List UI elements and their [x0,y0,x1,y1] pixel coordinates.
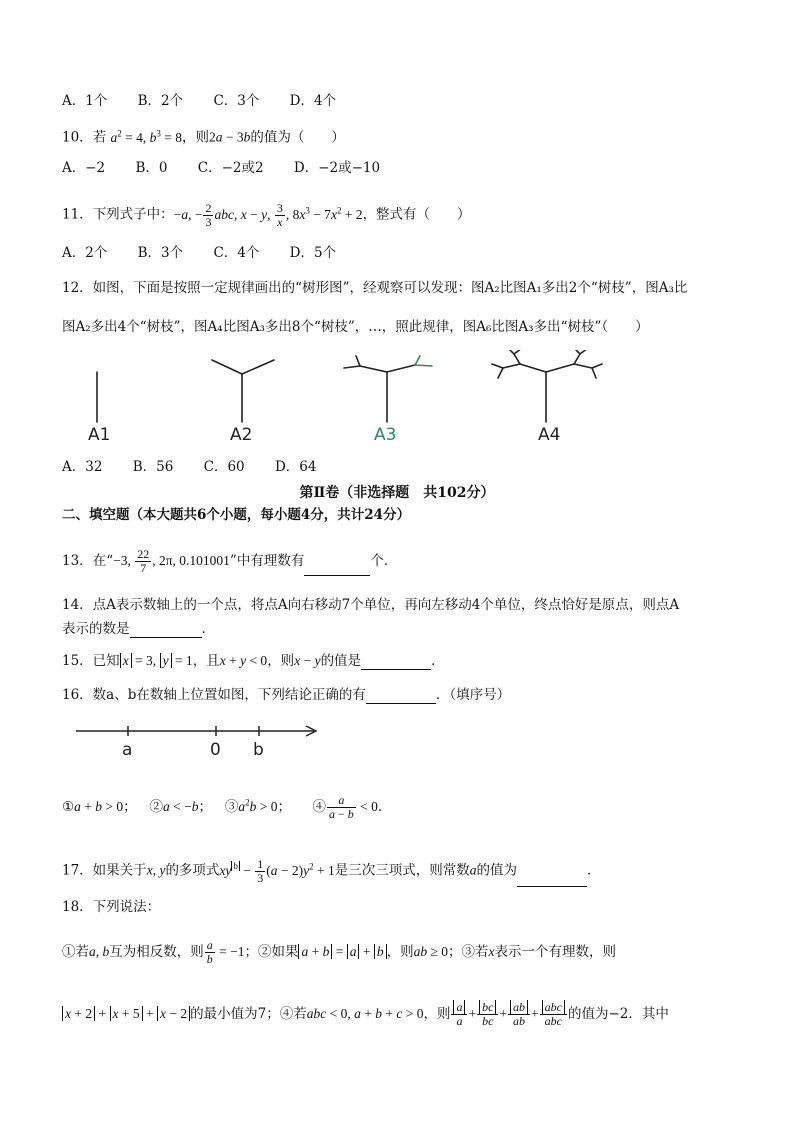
q12-option-d: D．64 [274,459,317,475]
q10-options [62,159,406,177]
q15-expression: x − y [294,653,321,668]
section-heading: 二、填空题（本大题共6个小题，每小题4分，共计24分） [62,507,411,523]
axis-label-zero: 0 [210,740,221,760]
q12-options [62,458,342,476]
q10-expression: 2a − 3b [208,129,251,145]
axis-label-a: a [122,740,133,760]
q14-line-2: 表示的数是 ． [62,621,215,637]
q12-option-b: B．56 [132,459,174,475]
q11-options [62,244,362,262]
q18-abs-sum: x + 2 + x + 5 + x − 2 [62,1006,190,1021]
tree-a3 [344,356,432,422]
q16-answer-blank[interactable] [366,689,436,704]
q11-option-b: B．3个 [137,245,184,261]
q18-line-2: x + 2 + x + 5 + x − 2 的最小值为7；④若abc < 0, a + b + c > 0，则 $\frac{a}{a}$ + $\frac{bc}{bc}$ + $\frac{ab}{ab}$ + $\frac{\text{abc}}{\text{abc}}$ 的值为−2．其中 [62,996,669,1032]
q18-line-1: ①若a, b互为相反数，则 $\frac{a}{b}$ = −1；②如果 a + b = a + b ，则ab ≥ 0；③若x表示一个有理数，则 [62,938,617,967]
q16-stem: 16．数a、b在数轴上位置如图，下列结论正确的有 ．（填序号） [62,687,511,703]
tree-a4 [492,350,602,422]
q9-option-d: D．4个 [289,93,337,109]
q10-formula: $a^2 = 4$, $b^3 = 8$ [110,128,182,145]
q17-stem: 17．如果关于x, y的多项式xy $^b$ − $\frac{1}{3}$ $(a - 2)y^2 + 1$是三次三项式，则常数a的值为 ． [62,856,601,885]
q15-answer-blank[interactable] [361,655,431,670]
label-a1: A1 [88,425,111,445]
q12-option-c: C．60 [203,459,245,475]
q9-options [62,92,362,110]
q16-item-1: ①a + b > 0； [62,798,137,815]
q13-stem: 13．在“−3, $\frac{22}{7}$ , 2π, 0.101001”中有理数有 个． [62,547,398,576]
q9-option-c: C．3个 [213,93,260,109]
axis-label-b: b [253,740,264,760]
q16-number-line [0,715,794,765]
q11-option-a: A．2个 [62,245,108,261]
label-a4: A4 [538,425,561,445]
q15-conditions: x = 3, y = 1 [120,653,193,668]
q12-line-2: 图A₂多出4个“树枝”，图A₄比图A₃多出8个“树枝”，…，照此规律，图A₆比图A₃多出“树枝”（ ） [62,319,649,335]
q14-line-1: 14．点A表示数轴上的一个点，将点A向右移动7个单位，再向左移动4个单位，终点恰好是原点，则点A [62,597,680,613]
q10-option-d: D．−2或−10 [293,160,381,176]
q16-items [62,786,391,823]
q11-option-d: D．5个 [289,245,337,261]
q18-title: 18．下列说法： [62,899,161,915]
q10-option-a: A．−2 [62,160,106,176]
q16-item-4: ④ $\frac{a}{a - b}$ < 0． [312,792,392,821]
q10-option-b: B．0 [135,160,168,176]
q17-polynomial: xy $^b$ − $\frac{1}{3}$ $(a - 2)y^2 + 1$ [219,856,335,885]
q18-fraction-sum: $\frac{a}{a}$ + $\frac{bc}{bc}$ + $\frac{ab}{ab}$ + $\frac{\text{abc}}{\text{abc}}$ [450,1006,568,1021]
q11-option-c: C．4个 [213,245,260,261]
label-a3: A3 [374,425,397,445]
section-title: 第Ⅱ卷（非选择题 共102分） [299,485,495,501]
q9-option-a: A．1个 [62,93,108,109]
q12-option-a: A．32 [62,459,103,475]
q17-answer-blank[interactable] [517,872,587,887]
q14-answer-blank[interactable] [130,623,202,638]
q13-numbers: −3, $\frac{22}{7}$ , 2π, 0.101001 [113,547,230,576]
q16-item-2: ②a < −b； [149,798,212,815]
q13-answer-blank[interactable] [304,561,370,576]
q12-tree-figure [0,350,794,450]
q12-line-1: 12．如图，下面是按照一定规律画出的“树形图”，经观察可以发现：图A₂比图A₁多出2个“树枝”，图A₃比 [62,280,688,296]
q15-stem: 15．已知 x = 3, y = 1，且x + y < 0，则x − y的值是 ． [62,653,445,669]
q11-expressions: −a, − $\frac{2}{3}$ abc, x − y, $\frac{3}{x}$ , $8x^3 - 7x^2 + 2$ [173,200,363,229]
q10-stem: 10．若 $a^2 = 4$, $b^3 = 8$，则2a − 3b的值为（ ） [62,128,345,146]
tree-a2 [212,360,274,422]
q11-stem: 11．下列式子中：−a, − $\frac{2}{3}$ abc, x − y, $\frac{3}{x}$ , $8x^3 - 7x^2 + 2$，整式有（ ） [62,200,471,229]
q10-option-c: C．−2或2 [197,160,264,176]
q15-inequality: x + y < 0 [219,653,268,668]
q16-item-3: $③a^2b > 0$； [224,797,291,815]
q9-option-b: B．2个 [137,93,184,109]
label-a2: A2 [230,425,253,445]
